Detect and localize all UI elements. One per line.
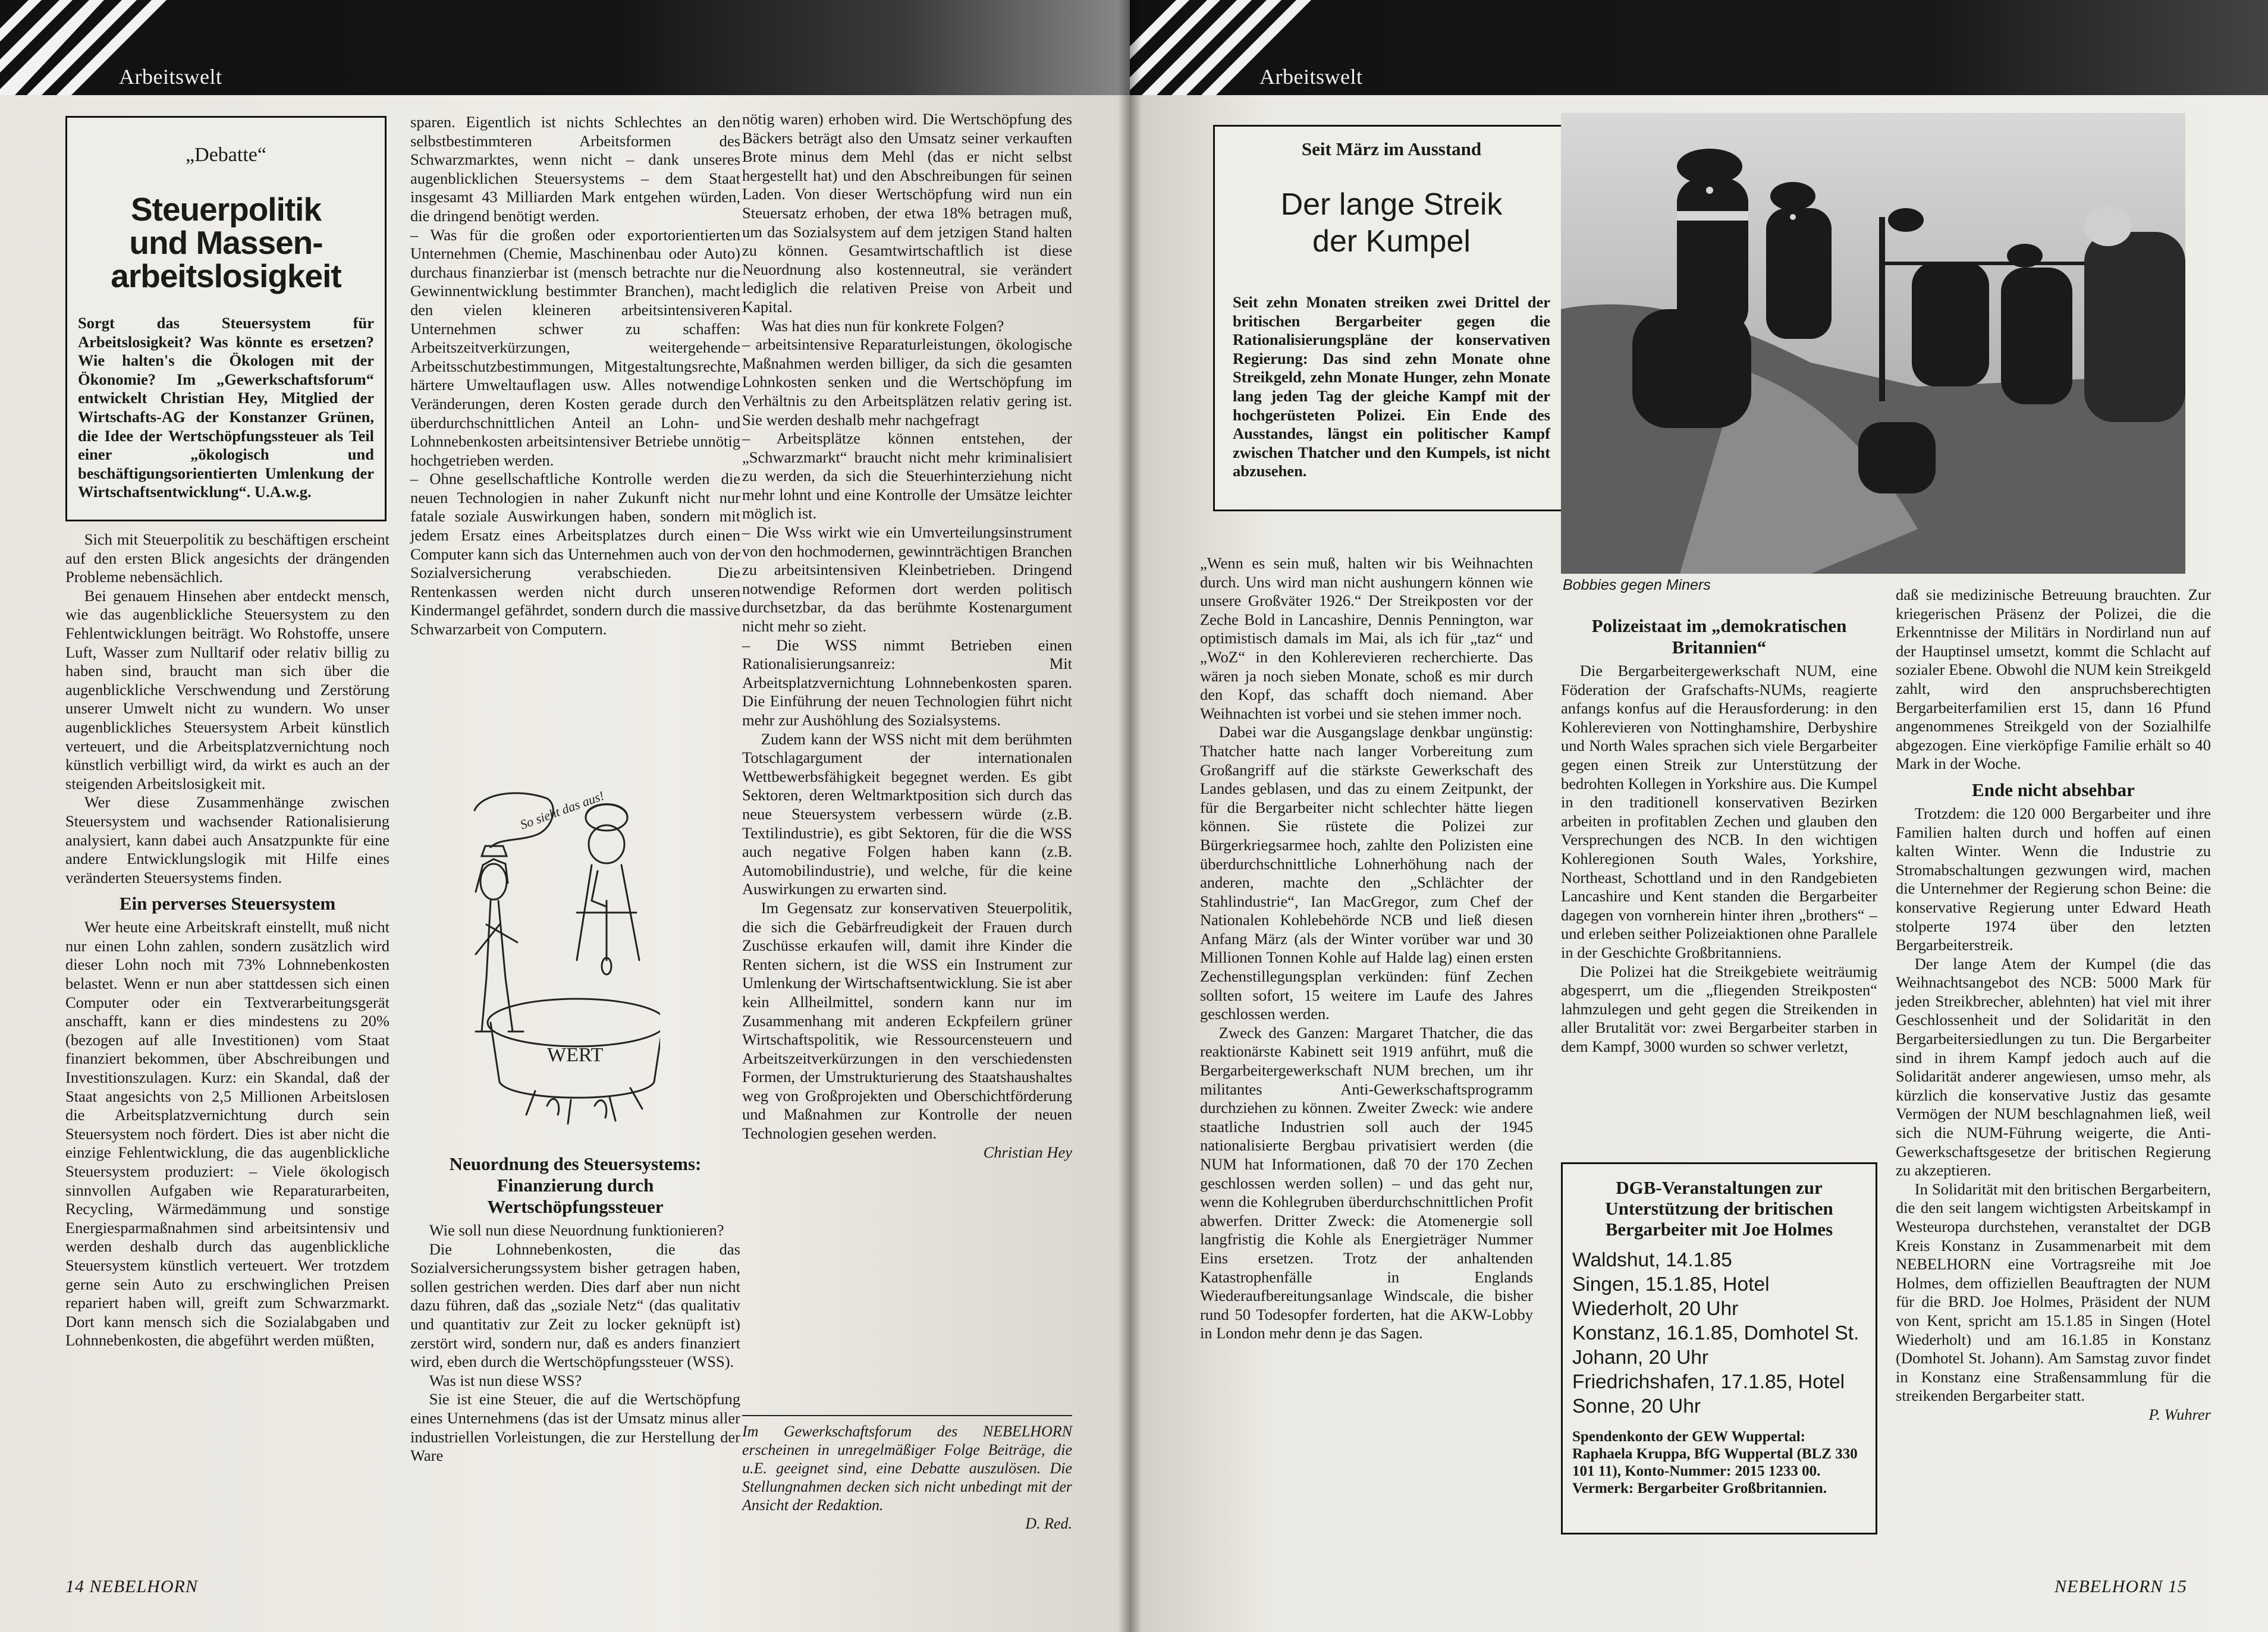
- section-label: Arbeitswelt: [119, 65, 222, 89]
- note-signature: D. Red.: [1025, 1515, 1072, 1532]
- paragraph: Sie ist eine Steuer, die auf die Wertschöpfung eines Unternehmens (das ist der Umsatz minus aller industriellen Vorleistungen, die zur Herstellung der Ware: [410, 1390, 740, 1465]
- paragraph: Wie soll nun diese Neuordnung funktionieren?: [429, 1221, 724, 1239]
- paragraph: – Ohne gesellschaftliche Kontrolle werden die neuen Technologien in naher Zukunft nicht nur fatale soziale Auswirkungen haben, sondern mit jedem Ersatz eines Arbeitsplatzes durch einen Computer kann sich das Unternehmen auch von der Sozialversicherung verabschieden. Die Rentenkassen werden nicht durch unseren Kindermangel gefährdet, sondern durch die massive Schwarzarbeit von Computern.: [410, 470, 740, 639]
- article-lead: Sorgt das Steuersystem für Arbeitslosigkeit? Was könnte es ersetzen? Wie halten's die Ökologen mit der Ökonomie? Im „Gewerkschaftsforum“ entwickelt Christian Hey, Mitglied der Wirtschafts-AG der Konstanzer Grünen, die Idee der Wertschöpfungssteuer als Teil einer „ökologisch und beschäftigungsorientierten Umlenkung der Wirtschaftsentwicklung“. U.A.w.g.: [78, 314, 374, 501]
- paragraph: daß sie medizinische Betreuung brauchten. Zur kriegerischen Präsenz der Polizei, die die Erkenntnisse der Militärs in Nordirland nun auf der Hauptinsel umsetzt, kommt die Schlacht auf sozialer Ebene. Obwohl die NUM kein Streikgeld zahlt, wird den anspruchsberechtigten Bergarbeiterfamilien erst 15, dann 16 Pfund angenommenes Streikgeld von der Sozialhilfe abgezogen. Eine vierköpfige Familie erhält so 40 Mark in der Woche.: [1896, 586, 2211, 773]
- section-header: [1130, 0, 2268, 95]
- text-column-1: [65, 530, 389, 1350]
- event-item: Waldshut, 14.1.85: [1572, 1249, 1732, 1271]
- page-folio: 14 NEBELHORN: [65, 1577, 198, 1596]
- photo-caption: Bobbies gegen Miners: [1563, 577, 1711, 593]
- paragraph: Was hat dies nun für konkrete Folgen?: [761, 316, 1004, 335]
- headline-line: Steuerpolitik: [130, 191, 322, 228]
- paragraph: Zweck des Ganzen: Margaret Thatcher, die das reaktionärste Kabinett seit 1919 anführt, muß die Bergarbeitergewerkschaft NUM brechen, um ihr militantes Anti-Gewerkschaftsprogramm durchziehen zu können. Zweiter Zweck: wie andere staatliche Industrien soll auch der 1945 nationalisierte Bergbau privatisiert werden (die NUM hat Informationen, daß 70 der 170 Zechen geschlossen werden sollen) – und das geht nur, wenn die Kohlegruben überdurchschnittlichen Profit abwerfen. Dritter Zweck: die Atomenergie soll langfristig die Kohle als Energieträger Nummer Eins ersetzen. Trotz der anhaltenden Katastrophenfälle in Englands Wiederaufbereitungsanlage Windscale, die bisher rund 50 Todesopfer forderten, hat die AKW-Lobby in London mehr denn je das Sagen.: [1200, 1023, 1533, 1342]
- paragraph: Sich mit Steuerpolitik zu beschäftigen erscheint auf den ersten Blick angesichts der drängenden Probleme nebensächlich.: [65, 530, 389, 586]
- subheading: Ein perverses Steuersystem: [119, 893, 336, 914]
- paragraph: – Die WSS nimmt Betrieben einen Rationalisierungsanreiz: Mit Arbeitsplatzvernichtung Lohnnebenkosten sparen. Die Einführung der neuen Technologien führt nicht mehr zur Aushöhlung des Sozialsystems.: [742, 636, 1072, 729]
- paragraph: „Wenn es sein muß, halten wir bis Weihnachten durch. Uns wird man nicht aushungern können wie unsere Großväter 1926.“ Der Streikposten vor der Zeche Bold in Lancashire, Dennis Pennington, war optimistisch damals im Mai, als ich für „taz“ und „WoZ“ in den Kohlerevieren recherchierte. Das wären ja noch sieben Monate, schoß es mir durch den Kopf, das schafft doch niemand. Aber Weihnachten ist vorbei und sie stehen immer noch.: [1200, 554, 1533, 722]
- article-headline: [67, 193, 385, 293]
- box-kicker: „Debatte“: [186, 144, 266, 166]
- debatte-box: [65, 116, 387, 521]
- donation-account: Spendenkonto der GEW Wuppertal: Raphaela Kruppa, BfG Wuppertal (BLZ 330 101 11), Konto-Nummer: 2015 1233 00. Vermerk: Bergarbeiter Großbritannien.: [1572, 1429, 1858, 1496]
- paragraph: Trotzdem: die 120 000 Bergarbeiter und ihre Familien halten durch und hoffen auf einen kalten Winter. Wenn die Industrie zu Stromabschaltungen gezwungen wird, machen die Unternehmer der Regierung schon Beine: die konservative Regierung unter Edward Heath stolperte 1974 über den letzten Bergarbeiterstreik.: [1896, 804, 2211, 954]
- paragraph: – Die Wss wirkt wie ein Umverteilungsinstrument von den hochmodernen, gewinnträchtigen Branchen zu arbeitsintensiven Kleinbetrieben. Dringend notwendige Reformen dort werden politisch durchsetzbar, da das berühmte Kostenargument nicht mehr so zieht.: [742, 523, 1072, 636]
- note-text: Im Gewerkschaftsforum des NEBELHORN erscheinen in unregelmäßiger Folge Beiträge, die u.E. geeignet sind, eine Debatte auszulösen. Die Stellungnahmen decken sich nicht unbedingt mit der Ansicht der Redaktion.: [742, 1423, 1072, 1514]
- paragraph: Dabei war die Ausgangslage denkbar ungünstig: Thatcher hatte nach langer Vorbereitung zum Großangriff auf die stärkste Gewerkschaft des Landes geblasen, und das zu einem Zeitpunkt, der für die Bergarbeiter nicht schlechter hätte liegen können. Sie rüstete die Polizei zur Bürgerkriegsarmee hoch, zahlte den Polizisten eine überdurchschnittliche Lohnerhöhung nach der anderen, machte den „Schlächter der Stahlindustrie“, Ian MacGregor, zum Chef der Nationalen Kohlebehörde NCB und ließ diesen Anfang März (als der Winter vorüber war und 30 Millionen Tonnen Kohle auf Halde lag) einen ersten Zechenstillegungsplan verkünden: fünf Zechen sollten sofort, 15 weitere im Laufe des Jahres geschlossen werden.: [1200, 723, 1533, 1023]
- spine-gutter: [1118, 0, 1142, 1632]
- paragraph: Die Polizei hat die Streikgebiete weiträumig abgesperrt, um die „fliegenden Streikposten“ lahmzulegen und geht gegen die Streikenden in aller Brutalität vor: zwei Bergarbeiter starben in dem Kampf, 3000 wurden so schwer verletzt,: [1561, 962, 1877, 1055]
- text-column-3: [1896, 586, 2211, 1425]
- paragraph: sparen. Eigentlich ist nichts Schlechtes an den selbstbestimmteren Arbeitsformen des Schwarzmarktes, wenn nicht – dank unseres augenblicklichen Steuersystems – dem Staat insgesamt 43 Milliarden Mark entgehen würden, die dringend benötigt werden.: [410, 113, 740, 225]
- article-lead: Seit zehn Monaten streiken zwei Drittel der britischen Bergarbeiter gegen die Rationalisierungspläne der konservativen Regierung: Das sind zehn Monate ohne Streikgeld, zehn Monate Hunger, zehn Monate lang jeden Tag der gleiche Kampf mit der hochgerüsteten Polizei. Ein Ende des Ausstandes, längst ein politischer Kampf zwischen Thatcher und den Kumpels, ist nicht abzusehen.: [1233, 293, 1550, 480]
- events-list: [1563, 1248, 1876, 1419]
- headline-line: Der lange Streik: [1280, 187, 1503, 222]
- editorial-note: [742, 1415, 1072, 1533]
- text-column-2-lower: [410, 1147, 740, 1466]
- subheading: Ende nicht absehbar: [1972, 779, 2135, 800]
- paragraph: In Solidarität mit den britischen Bergarbeitern, die den seit langem wichtigsten Arbeitskampf in Westeuropa durchstehen, veranstaltet der DGB Kreis Konstanz in Zusammenarbeit mit dem NEBELHORN eine Vortragsreihe mit Joe Holmes, dem offiziellen Beauftragten der NUM für die BRD. Joe Holmes, Präsident der NUM von Kent, spricht am 15.1.85 in Singen (Hotel Wiederholt) und am 16.1.85 in Konstanz (Domhotel St. Johann). Am Samstag zuvor findet in Konstanz eine Straßensammlung für die streikenden Bergarbeiter statt.: [1896, 1180, 2211, 1405]
- photo-police-miners: [1561, 113, 2185, 574]
- paragraph: Bei genauem Hinsehen aber entdeckt mensch, wie das augenblickliche Steuersystem zu den Fehlentwicklungen beiträgt. Wo Rohstoffe, unsere Luft, Wasser zum Nulltarif oder relativ billig zu haben sind, braucht man sich über die augenblickliche Verschwendung und Zerstörung unserer Umwelt nicht zu wundern. Wo unser augenblickliches Steuersystem Arbeit künstlich verteuert, und die Arbeitsplatzvernichtung noch künstlich verbilligt wird, da wirkt es auch an der steigenden Arbeitslosigkeit mit.: [65, 586, 389, 793]
- paragraph: Die Lohnnebenkosten, die das Sozialversicherungssystem bisher getragen haben, sollen gestrichen werden. Dies darf aber nun nicht dazu führen, daß das „soziale Netz“ (das qualitativ und quantitativ zur Zeit zu locker geknüpft ist) zerstört wird, sondern nur, daß es anders finanziert wird, eben durch die Wertschöpfungssteuer (WSS).: [410, 1240, 740, 1371]
- headline-line: und Massen-: [129, 224, 323, 261]
- subheading: Polizeistaat im „demokratischen Britannien“: [1591, 615, 1847, 658]
- paragraph: Wer heute eine Arbeitskraft einstellt, muß nicht nur einen Lohn zahlen, sondern zusätzlich wird dieser Lohn noch mit 73% Lohnnebenkosten belastet. Wenn er nun aber stattdessen sich einen Computer oder ein Textverarbeitungsgerät anschafft, kann er dies mindestens zu 20% (bezogen auf alle Investitionen) vom Staat finanziert bekommen, über Abschreibungen und Investitionszulagen. Kurz: ein Skandal, daß der Staat angesichts von 2,5 Millionen Arbeitslosen die Arbeitsplatzvernichtung durch sein Steuersystem noch fördert. Dies ist aber nicht die einzige Fehlentwicklung, die das augenblickliche Steuersystem produziert: – Viele ökologisch sinnvollen Aufgaben wie Reparaturarbeiten, Recycling, Wärmedämmung und sonstige Energiesparmaßnahmen sind arbeitsintensiv und werden deshalb durch das augenblickliche Steuersystem künstlich verteuert. Wer trotzdem gerne sein Auto zu erschwinglichen Preisen repariert haben will, greift zum Schwarzmarkt. Dort kann mensch sich die Sozialabgaben und Lohnnebenkosten, die abgeführt werden müßten,: [65, 918, 389, 1350]
- paragraph: – Arbeitsplätze können entstehen, der „Schwarzmarkt“ braucht nicht mehr kriminalisiert zu werden, da sich die Steuerhinterziehung nicht mehr lohnt und eine Kontrolle der Umsätze leichter möglich ist.: [742, 429, 1072, 523]
- page-15: [1130, 0, 2268, 1632]
- event-item: Friedrichshafen, 17.1.85, Hotel Sonne, 20 Uhr: [1572, 1371, 1845, 1417]
- author-signature: P. Wuhrer: [2148, 1405, 2211, 1423]
- paragraph: Wer diese Zusammenhänge zwischen Steuersystem und wachsender Rationalisierung analysiert, kann dabei auch Ansatzpunkte für eine andere Entwicklungslogik mit Hilfe eines veränderten Steuersystems finden.: [65, 793, 389, 886]
- section-label: Arbeitswelt: [1259, 65, 1363, 89]
- cartoon-label: WERT: [547, 1044, 604, 1066]
- subheading: Neuordnung des Steuersystems: Finanzierung durch Wertschöpfungssteuer: [449, 1153, 702, 1217]
- text-column-2: [1561, 609, 1877, 1056]
- author-signature: Christian Hey: [983, 1143, 1072, 1161]
- paragraph: nötig waren) erhoben wird. Die Wertschöpfung des Bäckers beträgt also den Umsatz seiner verkauften Brote minus dem Mehl (das er nicht selbst hergestellt hat) und den Abschreibungen für seinen Laden. Von dieser Wertschöpfung wird nun ein Steuersatz erhoben, der etwa 18% betragen muß, um das Sozialsystem auf dem jetzigen Stand halten zu können. Gesamtwirtschaftlich ist diese Neuordnung also kostenneutral, sie verändert lediglich die relativen Preise von Arbeit und Kapital.: [742, 110, 1072, 316]
- dgb-events-box: [1561, 1162, 1877, 1534]
- box-kicker: Seit März im Ausstand: [1301, 139, 1482, 159]
- text-column-2: [410, 113, 740, 639]
- cauldron-cartoon: [458, 782, 660, 1127]
- paragraph: Die Bergarbeitergewerkschaft NUM, eine Föderation der Grafschafts-NUMs, reagierte anfangs konfus auf die Herausforderung: in den Kohlerevieren von Nottinghamshire, Derbyshire und North Wales sprachen sich viele Bergarbeiter gegen einen Streik zur Unterstützung der bedrohten Kollegen in Yorkshire aus. Die Kumpel in den traditionell konservativen Bezirken arbeiten in profitablen Zechen und glauben den Versprechungen des NCB. In den wichtigen Kohleregionen South Wales, Yorkshire, Northeast, Schottland und in den Randgebieten Lancashire und Kent standen die Bergarbeiter dagegen von vornherein hinter ihren „brothers“ – und erleben seither Polizeiaktionen ohne Parallele in der Geschichte Großbritanniens.: [1561, 662, 1877, 961]
- paragraph: – Was für die großen oder exportorientierten Unternehmen (Chemie, Maschinenbau oder Auto) durchaus finanzierbar ist (mensch betrachte nur die Gewinnentwicklung bestimmter Branchen), macht den vielen kleineren arbeitsintensiveren Unternehmen schwer zu schaffen: Arbeitszeitverkürzungen, weitergehende Arbeitsschutzbestimmungen, Mitgestaltungsrechte, härtere Umweltauflagen usw. Alles notwendige Veränderungen, deren Kosten gerade durch den überdurchschnittlichen Anteil an Lohn- und Lohnnebenkosten arbeitsintensiver Betriebe unnötig hochgetrieben werden.: [410, 225, 740, 469]
- paragraph: – arbeitsintensive Reparaturleistungen, ökologische Maßnahmen werden billiger, da sich die gesamten Lohnkosten senken und die Wertschöpfung im Verhältnis zu den Arbeitsplätzen relativ gering ist. Sie werden deshalb mehr nachgefragt: [742, 335, 1072, 429]
- event-item: Singen, 15.1.85, Hotel Wiederholt, 20 Uhr: [1572, 1273, 1770, 1320]
- paragraph: Der lange Atem der Kumpel (die das Weihnachtsangebot des NCB: 5000 Mark für jeden Streikbrecher, ablehnten) hat viel mit ihrer Geschlossenheit und der Solidarität in den Bergarbeitersiedlungen zu tun. Die Bergarbeiter sind in ihrem Kampf jedoch auch auf die Solidarität anderer angewiesen, umso mehr, als kürzlich die konservative Justiz das gesamte Vermögen der NUM beschlagnahmen ließ, weil sich die NUM-Führung weigerte, die Anti-Gewerkschaftsgesetze der britischen Regierung zu akzeptieren.: [1896, 954, 2211, 1180]
- paragraph: Was ist nun diese WSS?: [429, 1371, 582, 1389]
- events-heading: DGB-Veranstaltungen zur Unterstützung der britischen Bergarbeiter mit Joe Holmes: [1605, 1177, 1833, 1240]
- streik-box: [1213, 125, 1570, 511]
- headline-line: arbeitslosigkeit: [111, 257, 341, 294]
- paragraph: Im Gegensatz zur konservativen Steuerpolitik, die sich die Gebärfreudigkeit der Frauen durch Zuschüsse erkaufen will, damit ihre Kinder die Renten sichern, ist die WSS ein Instrument zur Umlenkung der Wirtschaftsentwicklung. Sie ist aber kein Allheilmittel, sondern kann nur im Zusammenhang mit anderen Eckpfeilern grüner Wirtschaftspolitik, wie Ressourcensteuern und Arbeitszeitverkürzungen in den verschiedensten Formen, der Umstrukturierung des Staatshaushaltes weg von Großprojekten und Oberschichtförderung und Maßnahmen zur Kontrolle der neuen Technologien gesehen werden.: [742, 898, 1072, 1143]
- section-header: [0, 0, 1130, 95]
- headline-line: der Kumpel: [1312, 224, 1471, 259]
- text-column-1: [1200, 554, 1533, 1343]
- event-item: Konstanz, 16.1.85, Domhotel St. Johann, 20 Uhr: [1572, 1322, 1859, 1369]
- text-column-3: [742, 110, 1072, 1162]
- page-14: [0, 0, 1130, 1632]
- page-folio: NEBELHORN 15: [2055, 1577, 2187, 1596]
- article-headline: [1215, 186, 1568, 260]
- cartoon-speech: So sieht das aus!: [518, 788, 607, 832]
- paragraph: Zudem kann der WSS nicht mit dem berühmten Totschlagargument der internationalen Wettbewerbsfähigkeit begegnet werden. Es gibt Sektoren, deren Weltmarktposition sich durch das neue Steuersystem verbessern würde (z.B. Textilindustrie), es gibt Sektoren, für die die WSS auch negative Folgen haben kann (z.B. Automobilindustrie), und welche, für die keine Auswirkungen zu erwarten sind.: [742, 729, 1072, 898]
